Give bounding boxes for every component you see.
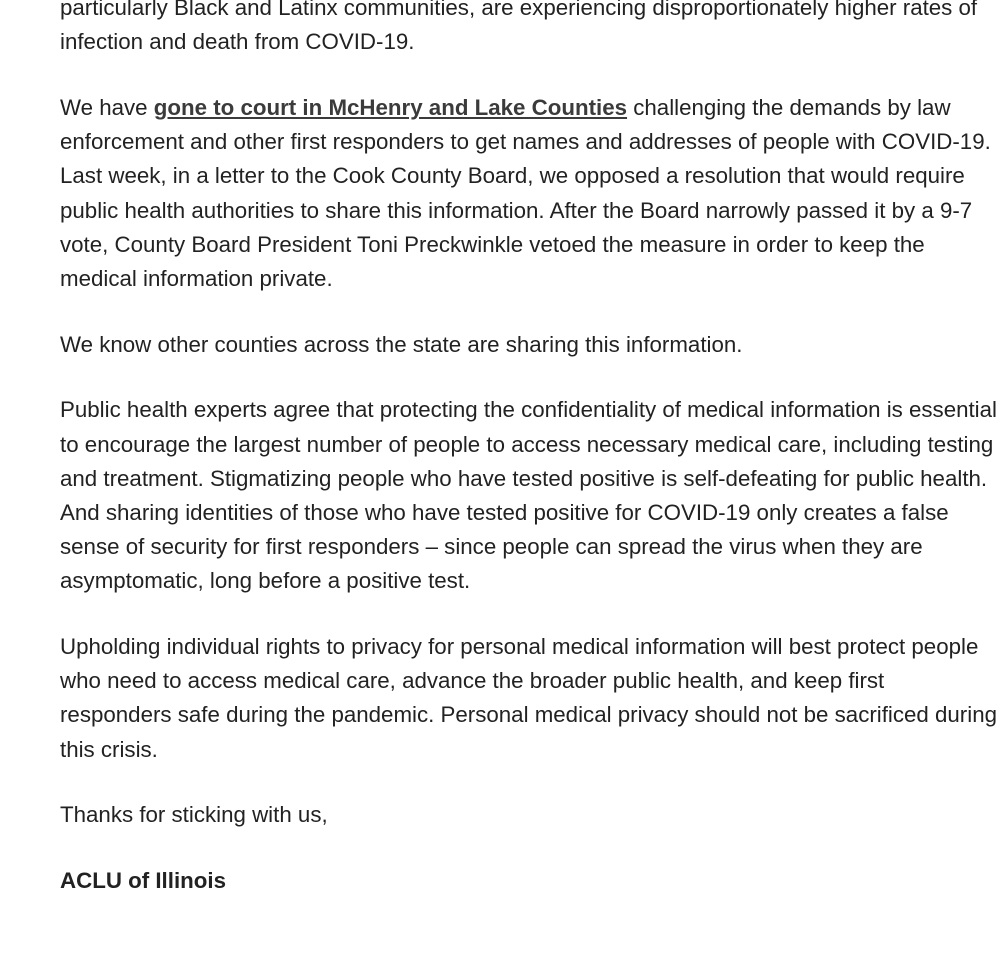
court-paragraph-rest: challenging the demands by law enforcement and other first responders to get names and addresses of people with COVID-19. Last week, in a letter to the Cook County Board, we opposed a resolution that would require public health authorities to share this information. After the Board narrowly passed it by a 9-7 vote, County Board President Toni Preckwinkle vetoed the measure in order to keep the medical information private. (60, 94, 991, 291)
counties-paragraph: We know other counties across the state are sharing this information. (60, 331, 743, 357)
public-health-paragraph: Public health experts agree that protecting the confidentiality of medical information is essential to encourage the largest number of people to access necessary medical care, including testing and treatment. Stigmatizing people who have tested positive is self-defeating for public health. And sharing identities of those who have tested positive for COVID-19 only creates a false sense of security for first responders – since people can spread the virus when they are asymptomatic, long before a positive test. (60, 397, 997, 594)
court-cases-link[interactable]: gone to court in McHenry and Lake Counties (153, 94, 628, 120)
court-paragraph (60, 91, 1000, 296)
email-body (60, 0, 1000, 898)
court-paragraph-lead: We have (60, 94, 154, 120)
closing-line: Thanks for sticking with us, (60, 802, 328, 828)
signature: ACLU of Illinois (60, 868, 226, 894)
privacy-paragraph: Upholding individual rights to privacy for personal medical information will best protect people who need to access medical care, advance the broader public health, and keep first responders safe during the pandemic. Personal medical privacy should not be sacrificed during this crisis. (60, 634, 997, 762)
intro-paragraph: particularly Black and Latinx communities, are experiencing disproportionately higher rates of infection and death from COVID-19. (60, 0, 978, 55)
